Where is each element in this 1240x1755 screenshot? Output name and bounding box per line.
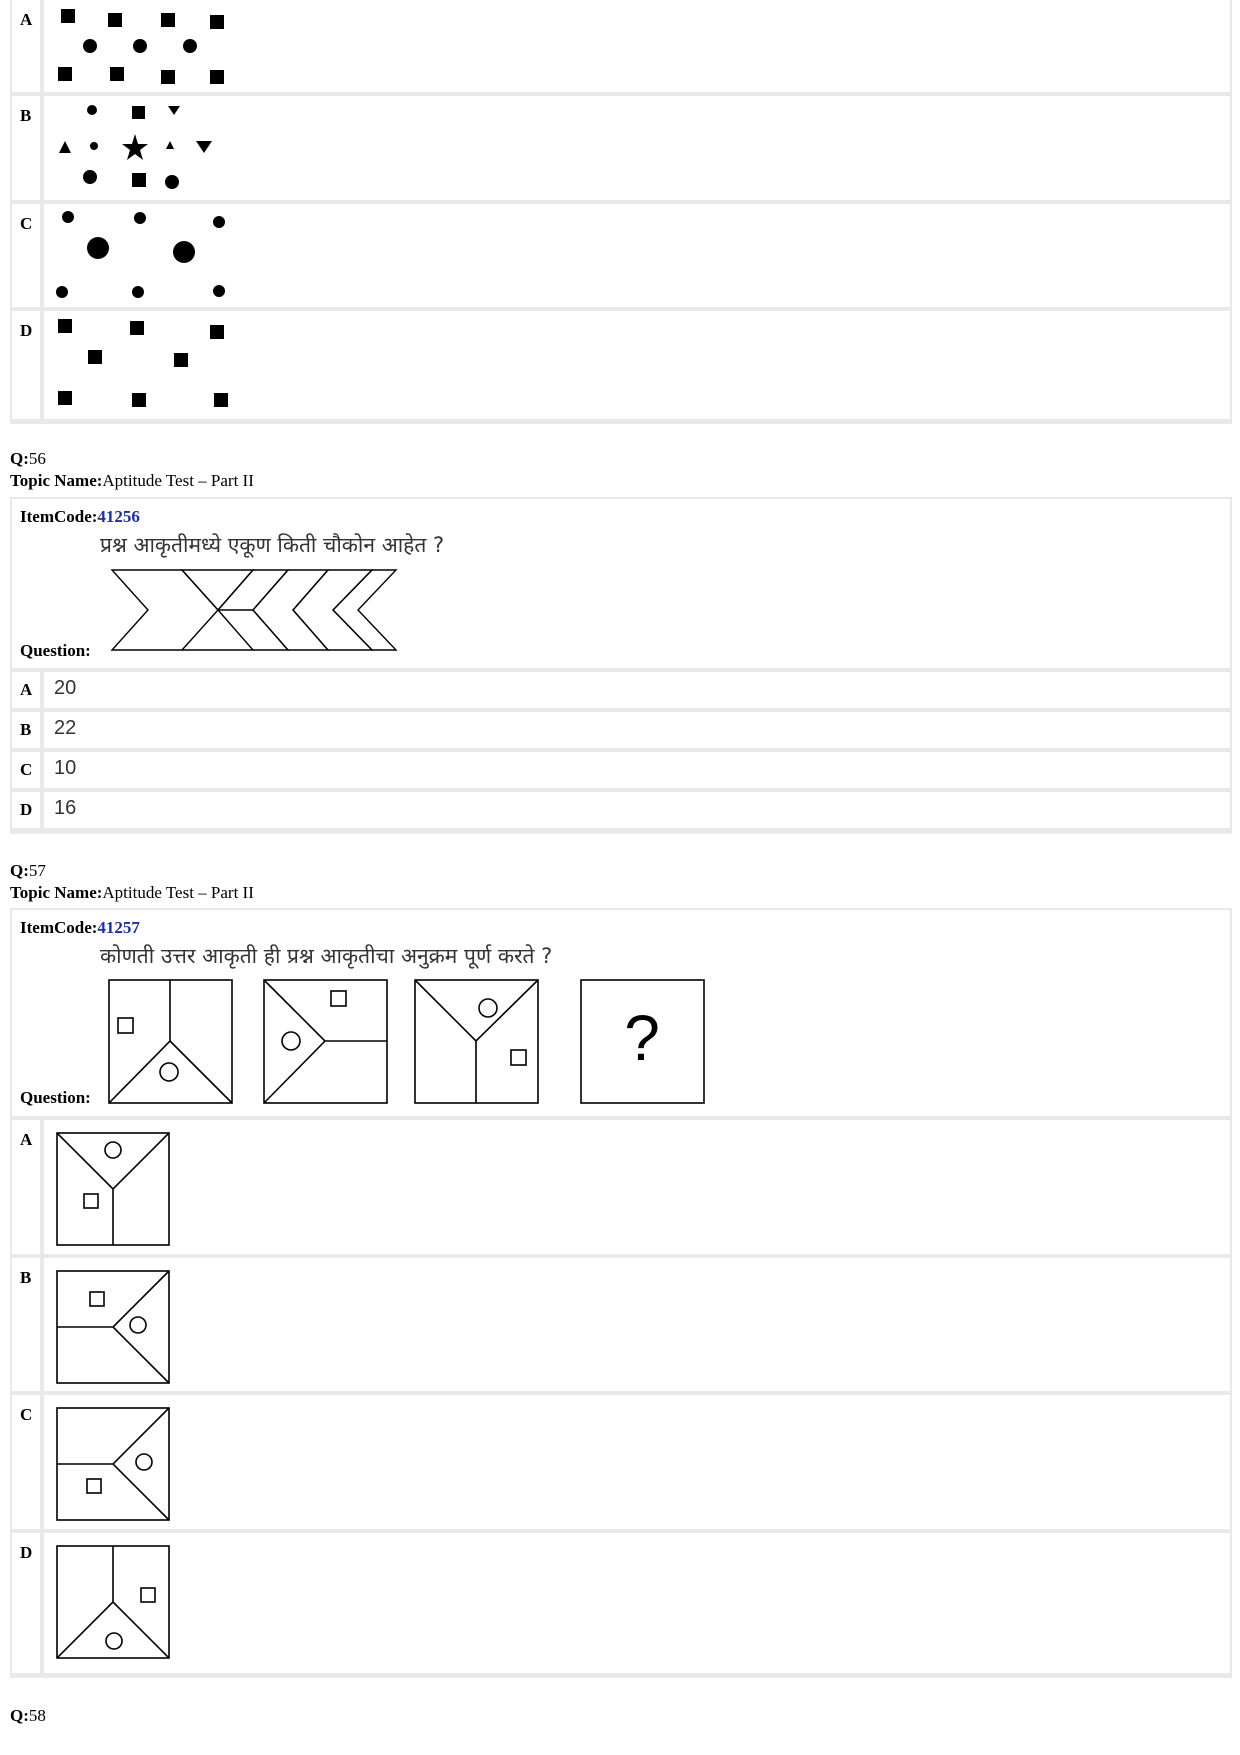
question-table-57 [10, 908, 1232, 1678]
option-value: 22 [54, 717, 77, 739]
option-value: 10 [54, 757, 77, 779]
question-header-58 [10, 1705, 46, 1727]
option-key: D [20, 800, 33, 819]
question-header-56 [10, 448, 254, 492]
q-label: Q: [10, 861, 29, 880]
q-label: Q: [10, 449, 29, 468]
option-row-d[interactable] [12, 311, 1230, 419]
option-row-a[interactable] [12, 1120, 1230, 1254]
option-c-figure [56, 1407, 176, 1527]
option-d-figure [56, 1545, 176, 1665]
item-code: ItemCode:41257 [20, 918, 140, 937]
question-label: Question: [20, 641, 91, 660]
question-text: प्रश्न आकृतीमध्ये एकूण किती चौकोन आहेत ? [100, 533, 445, 557]
question-row [12, 910, 1230, 1116]
item-code: ItemCode:41256 [20, 507, 140, 526]
option-key: B [20, 720, 32, 739]
option-key: C [20, 760, 33, 779]
option-row-a[interactable] [12, 0, 1230, 92]
arrow-parallelogram-figure [108, 567, 398, 657]
question-label: Question: [20, 1088, 91, 1107]
option-c-figure [44, 204, 244, 307]
option-key: B [20, 1268, 32, 1287]
option-row-b[interactable] [12, 96, 1230, 200]
option-b-figure [44, 96, 244, 200]
option-row-b[interactable] [12, 712, 1230, 748]
option-key: A [20, 1130, 33, 1149]
option-key: C [20, 1405, 33, 1424]
question-text: कोणती उत्तर आकृती ही प्रश्न आकृतीचा अनुक्रम पूर्ण करते ? [100, 944, 553, 968]
q-label: Q: [10, 1706, 29, 1725]
question-mark: ? [624, 1002, 660, 1074]
question-figures [107, 978, 707, 1108]
option-key: A [20, 680, 33, 699]
question-row [12, 499, 1230, 668]
option-row-c[interactable] [12, 204, 1230, 307]
option-d-figure [44, 311, 244, 419]
option-key: D [20, 1543, 33, 1562]
topic-name: Aptitude Test – Part II [102, 883, 254, 902]
q-number: 58 [28, 1706, 46, 1725]
prev-question-options-table [10, 0, 1232, 424]
option-row-c[interactable] [12, 1395, 1230, 1529]
option-row-a[interactable] [12, 672, 1230, 708]
option-key: B [20, 106, 32, 125]
topic-name: Aptitude Test – Part II [102, 471, 254, 490]
option-key: A [20, 10, 33, 29]
option-a-figure [44, 0, 244, 92]
option-key: C [20, 214, 33, 233]
topic-label: Topic Name: [10, 471, 103, 490]
option-key: D [20, 321, 33, 340]
question-header-57 [10, 860, 254, 904]
q-number: 57 [28, 861, 46, 880]
option-a-figure [56, 1132, 176, 1252]
option-b-figure [56, 1270, 176, 1390]
option-value: 16 [54, 797, 77, 819]
topic-label: Topic Name: [10, 883, 103, 902]
option-value: 20 [54, 677, 77, 699]
option-row-d[interactable] [12, 1533, 1230, 1673]
option-row-c[interactable] [12, 752, 1230, 788]
option-row-b[interactable] [12, 1258, 1230, 1391]
q-number: 56 [28, 449, 46, 468]
question-table-56 [10, 497, 1232, 834]
option-row-d[interactable] [12, 792, 1230, 828]
